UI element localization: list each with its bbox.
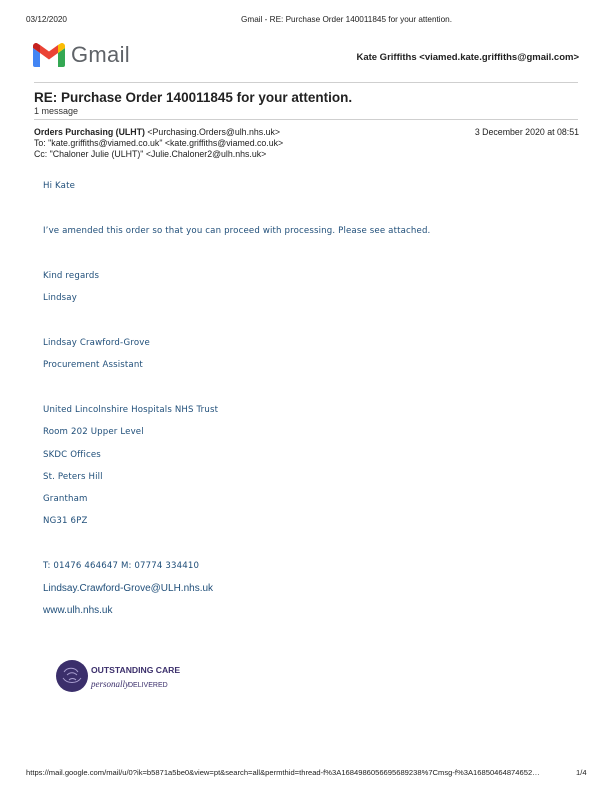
badge-line2-caps: DELIVERED xyxy=(128,682,168,689)
badge-line1: OUTSTANDING CARE xyxy=(91,665,181,675)
address-room: Room 202 Upper Level xyxy=(43,427,144,437)
divider xyxy=(34,119,578,120)
signature-name: Lindsay Crawford-Grove xyxy=(43,338,150,348)
print-footer-url: https://mail.google.com/mail/u/0?ik=b5871a5be0&view=pt&search=all&permthid=thread-f%3A1684986056695689238%7Cmsg-f%3A16850464874652… xyxy=(26,768,540,777)
sender-line xyxy=(34,127,280,137)
gmail-m-icon xyxy=(33,43,65,67)
address-offices: SKDC Offices xyxy=(43,450,101,460)
address-postcode: NG31 6PZ xyxy=(43,516,88,526)
print-title: Gmail - RE: Purchase Order 140011845 for your attention. xyxy=(241,15,453,24)
account-label: Kate Griffiths <viamed.kate.griffiths@gmail.com> xyxy=(356,52,579,63)
phone-numbers: T: 01476 464647 M: 07774 334410 xyxy=(43,561,200,571)
body-paragraph: I’ve amended this order so that you can proceed with processing. Please see attached. xyxy=(43,226,431,236)
message-count: 1 message xyxy=(34,106,79,116)
message-date: 3 December 2020 at 08:51 xyxy=(474,127,579,137)
thread-subject: RE: Purchase Order 140011845 for your attention. xyxy=(34,90,353,105)
signoff: Lindsay xyxy=(43,293,77,303)
gmail-wordmark: Gmail xyxy=(71,42,130,67)
to-line: To: "kate.griffiths@viamed.co.uk" <kate.griffiths@viamed.co.uk> xyxy=(34,138,284,148)
print-date: 03/12/2020 xyxy=(26,15,67,24)
address-town: Grantham xyxy=(43,494,88,504)
closing: Kind regards xyxy=(43,271,100,281)
sender-email: <Purchasing.Orders@ulh.nhs.uk> xyxy=(147,127,281,137)
greeting: Hi Kate xyxy=(43,181,76,191)
email-link[interactable]: Lindsay.Crawford-Grove@ULH.nhs.uk xyxy=(43,583,214,594)
print-page-number: 1/4 xyxy=(576,768,587,777)
signature-role: Procurement Assistant xyxy=(43,360,143,370)
address-street: St. Peters Hill xyxy=(43,472,103,482)
outstanding-care-logo xyxy=(55,658,185,694)
sender-name: Orders Purchasing (ULHT) xyxy=(34,127,145,137)
cc-line: Cc: "Chaloner Julie (ULHT)" <Julie.Chaloner2@ulh.nhs.uk> xyxy=(34,149,267,159)
website-link[interactable]: www.ulh.nhs.uk xyxy=(43,605,113,616)
badge-line2-italic: personally xyxy=(91,679,129,689)
address-org: United Lincolnshire Hospitals NHS Trust xyxy=(43,405,219,415)
divider xyxy=(34,82,578,83)
